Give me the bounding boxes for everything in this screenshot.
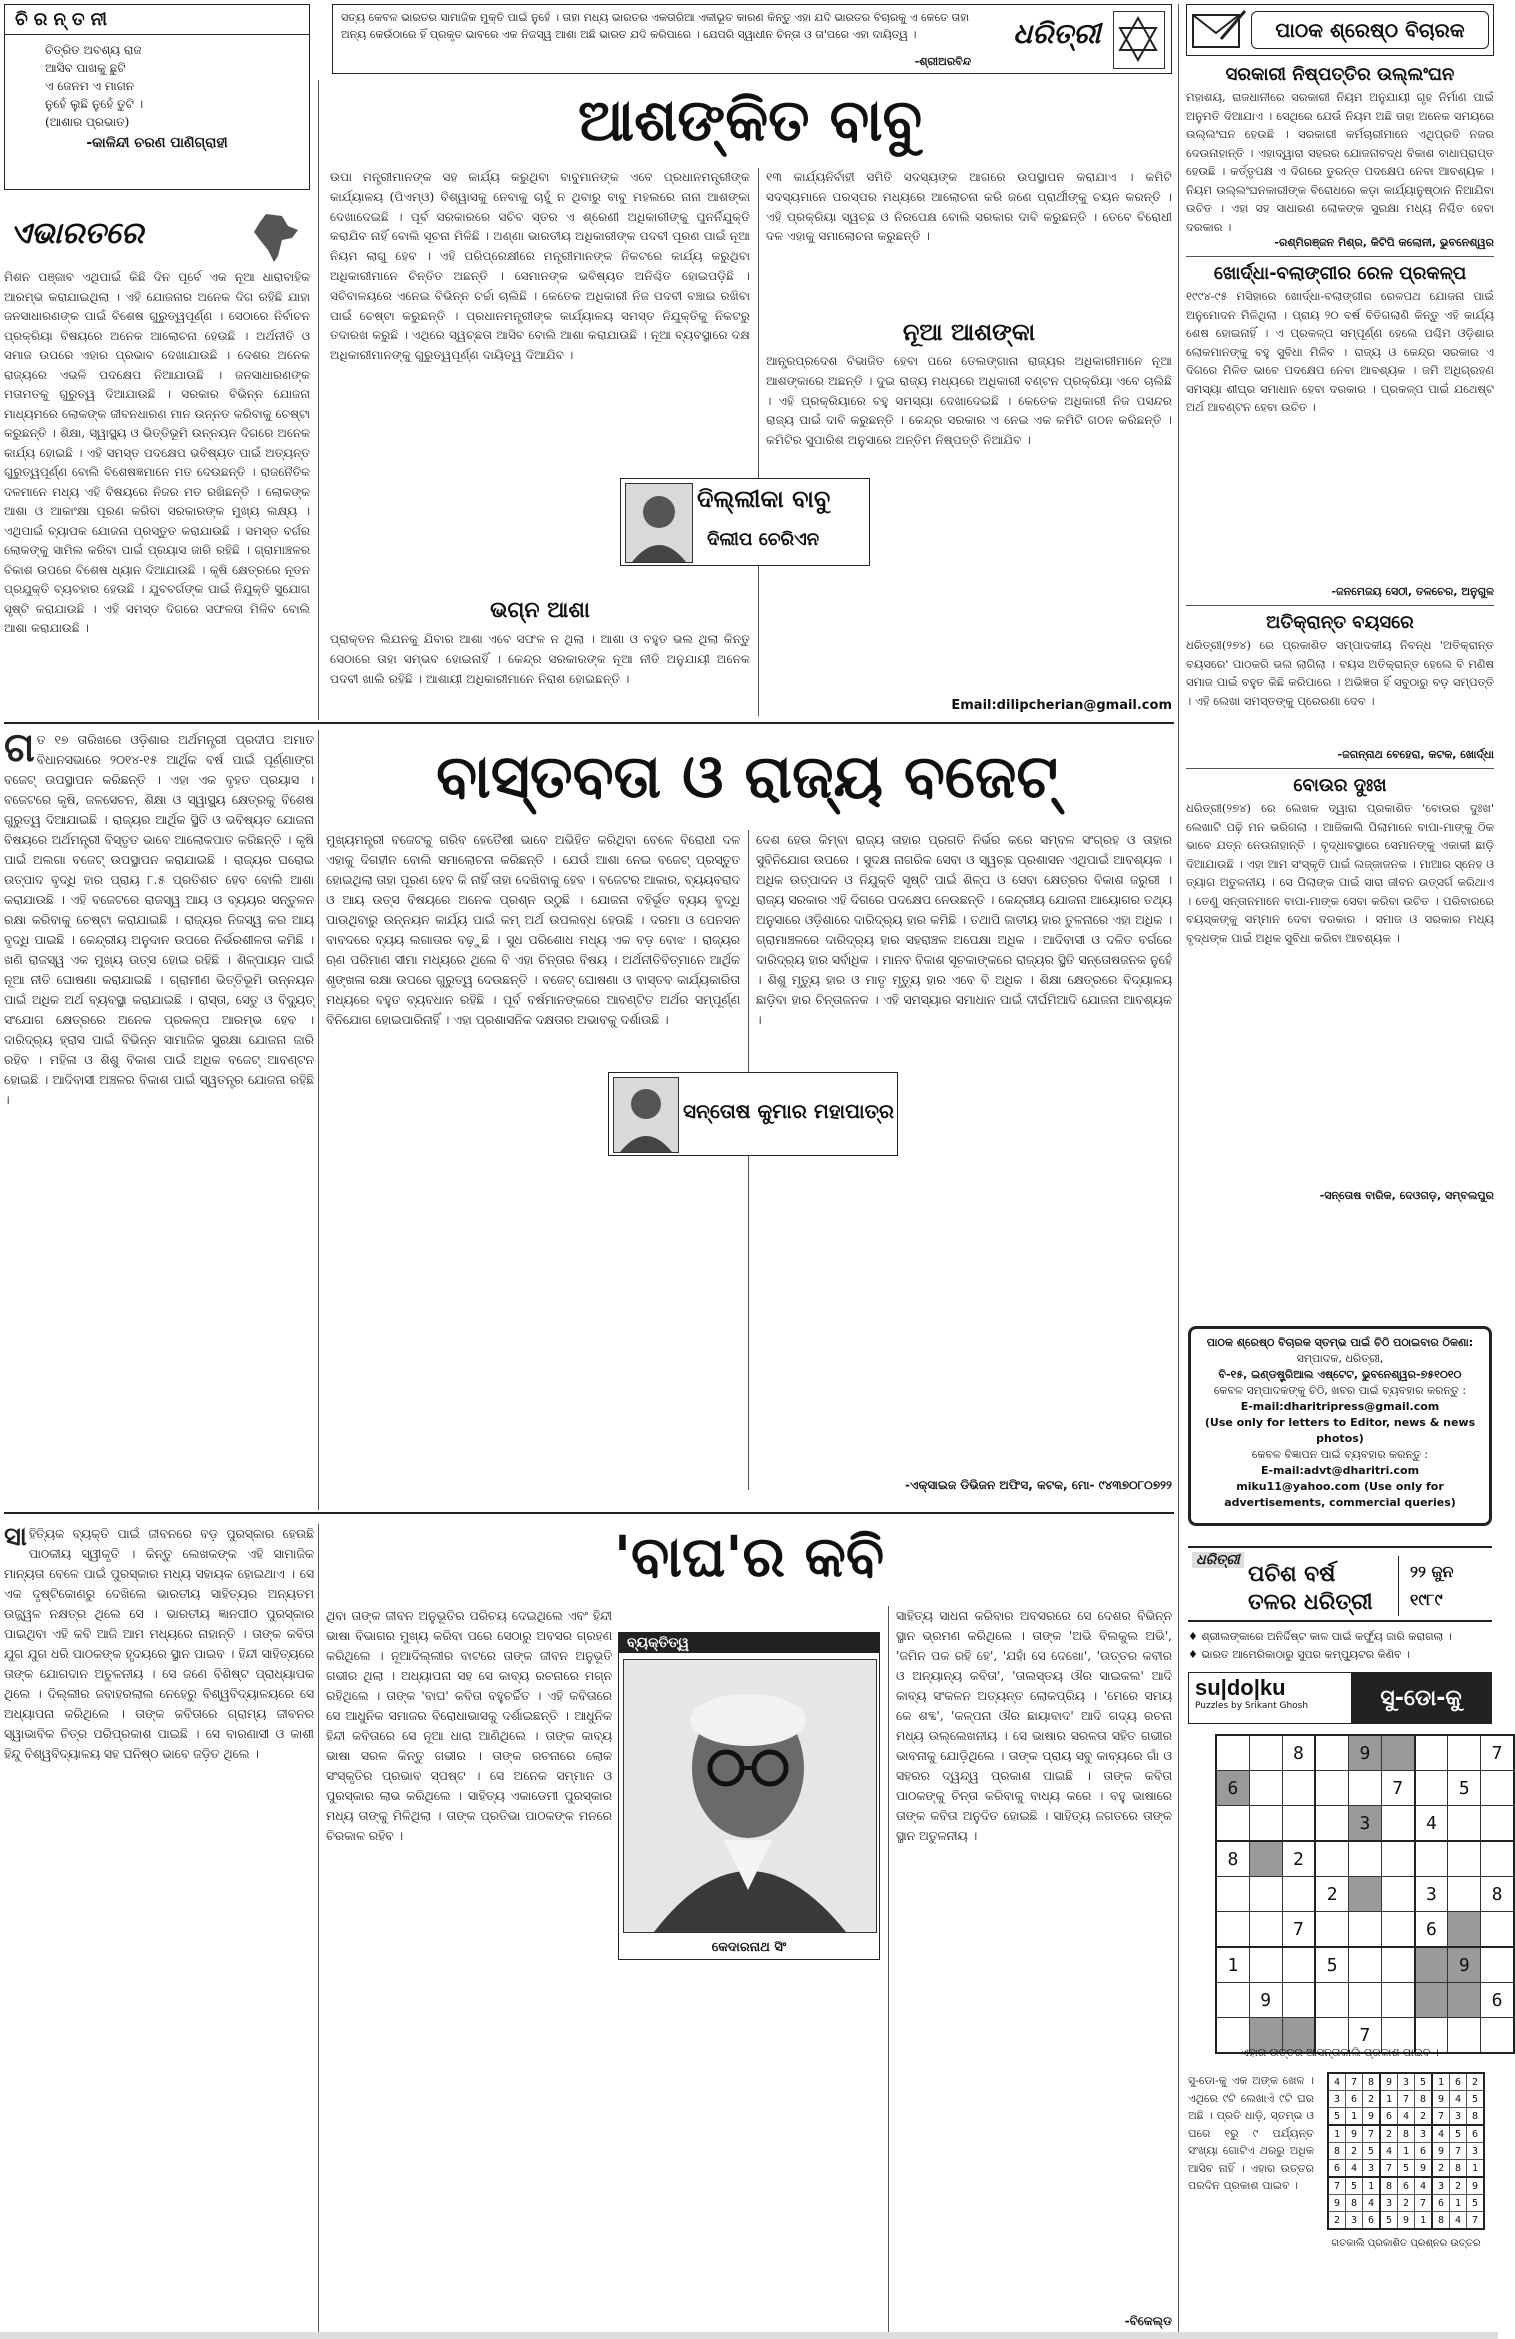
sudoku-solution-cell: 9 xyxy=(1398,2212,1415,2230)
sudoku-cell[interactable] xyxy=(1448,1983,1481,2018)
sudoku-solution-cell: 6 xyxy=(1398,2177,1415,2195)
sudoku-cell[interactable]: 7 xyxy=(1381,1771,1414,1806)
sudoku-solution-cell: 9 xyxy=(1467,2177,1485,2195)
kedarnath-singh-photo xyxy=(623,1659,877,1933)
sudoku-solution-cell: 5 xyxy=(1467,2195,1485,2212)
lead-headline: ଆଶଙ୍କିତ ବାବୁ xyxy=(577,86,923,154)
poet-photo-box xyxy=(618,1632,880,1960)
sudoku-cell[interactable] xyxy=(1481,1841,1514,1877)
sudoku-solution-cell: 1 xyxy=(1398,2143,1415,2160)
letter-3-sign: -ଜଗନ୍ନାଥ ବେହେରା, କଟକ, ଖୋର୍ଦ୍ଧା xyxy=(1337,748,1494,761)
sudoku-solution-cell: 2 xyxy=(1398,2195,1415,2212)
contact-addr-3: କେବଳ ସମ୍ପାଦକଙ୍କୁ ଚିଠି, ଖବର ପାଇଁ ବ୍ୟବହାର କରନ୍ତୁ : xyxy=(1213,1384,1467,1397)
contact-email-1[interactable]: E-mail:dharitripress@gmail.com xyxy=(1240,1400,1440,1413)
sudoku-cell[interactable] xyxy=(1349,1912,1382,1948)
sudoku-solution-cell: 5 xyxy=(1363,2143,1381,2160)
sudoku-grid[interactable] xyxy=(1215,1734,1515,2054)
sudoku-solution-cell: 1 xyxy=(1328,2125,1346,2143)
lead-col-1b xyxy=(330,630,750,716)
sudoku-solution-row xyxy=(1328,2073,1484,2091)
sudoku-solution-cell: 2 xyxy=(1467,2073,1485,2091)
sudoku-rules-text: ସୁ-ଡୋ-କୁ ଏକ ଅଙ୍କ ଖେଳ । ଏଥିରେ ୯ଟି ଲେଖାଏଁ ୯ଟି ଘର ଅଛି । ପ୍ରତି ଧାଡ଼ି, ସ୍ତମ୍ଭ ଓ ଘରେ ୧ରୁ ୯ ପର୍ଯ୍ୟନ୍ତ ସଂଖ୍ୟା ଗୋଟିଏ ଥରରୁ ଅଧିକ ଆସିବ ନାହିଁ । ଏହାର ଉତ୍ତର ପରଦିନ ପ୍ରକାଶ ପାଇବ । xyxy=(1188,2074,1314,2192)
sudoku-cell[interactable] xyxy=(1315,1735,1348,1771)
sudoku-cell[interactable] xyxy=(1249,1841,1282,1877)
sudoku-cell[interactable]: 4 xyxy=(1415,1806,1448,1842)
budget-body-1: ତ ୧୭ ତାରିଖରେ ଓଡ଼ିଶାର ଅର୍ଥମନ୍ତ୍ରୀ ପ୍ରଦୀପ ଅମାତ ବିଧାନସଭାରେ ୨୦୧୪-୧୫ ଆର୍ଥିକ ବର୍ଷ ପାଇଁ ପୂର୍ଣ୍ଣାଙ୍ଗ ବଜେଟ୍ ଉପସ୍ଥାପନ କରିଛନ୍ତି । ଏହା ଏକ ବୃହତ ପ୍ରୟାସ । ବଜେଟରେ କୃଷି, ଜଳସେଚନ, ଶିକ୍ଷା ଓ ସ୍ୱାସ୍ଥ୍ୟ କ୍ଷେତ୍ରକୁ ବିଶେଷ ଗୁରୁତ୍ୱ ଦିଆଯାଇଛି । ରାଜ୍ୟର ଆର୍ଥିକ ସ୍ଥିତି ଓ ଭବିଷ୍ୟତ ଯୋଜନା ବିଷୟରେ ଅର୍ଥମନ୍ତ୍ରୀ ବିସ୍ତୃତ ଭାବେ ଆଲୋକପାତ କରିଛନ୍ତି । କୃଷି ପାଇଁ ଅଲଗା ବଜେଟ୍ ଉପସ୍ଥାପନ କରାଯାଇଛି । ରାଜ୍ୟର ଘରୋଇ ଉତ୍ପାଦ ବୃଦ୍ଧି ହାର ପ୍ରାୟ ୮.୫ ପ୍ରତିଶତ ହେବ ବୋଲି ଆଶା କରାଯାଉଛି । ଏହି ବଜେଟରେ ରାଜସ୍ୱ ଆୟ ଓ ବ୍ୟୟର ସନ୍ତୁଳନ ରକ୍ଷା କରିବାକୁ ଚେଷ୍ଟା କରାଯାଇଛି । ରାଜ୍ୟର ନିଜସ୍ୱ କର ଆୟ ବୃଦ୍ଧି ପାଇଛି । କେନ୍ଦ୍ରୀୟ ଅନୁଦାନ ଉପରେ ନିର୍ଭରଶୀଳତା କମିଛି । ଖଣି ରାଜସ୍ୱ ଏକ ମୁଖ୍ୟ ଉତ୍ସ ହୋଇ ରହିଛି । ଶିଳ୍ପାୟନ ପାଇଁ ନୂଆ ନୀତି ଘୋଷଣା କରାଯାଇଛି । ଗ୍ରାମୀଣ ଭିତ୍ତିଭୂମି ଉନ୍ନୟନ ପାଇଁ ଅଧିକ ଅର୍ଥ ବ୍ୟବସ୍ଥା କରାଯାଇଛି । ରାସ୍ତା, ସେତୁ ଓ ବିଦ୍ୟୁତ୍ ସଂଯୋଗ କ୍ଷେତ୍ରରେ ଅନେକ ପ୍ରକଳ୍ପ ଆରମ୍ଭ ହେବ । ଦାରିଦ୍ର୍ୟ ହ୍ରାସ ପାଇଁ ବିଭିନ୍ନ ସାମାଜିକ ସୁରକ୍ଷା ଯୋଜନା ଜାରି ରହିବ । ମହିଳା ଓ ଶିଶୁ ବିକାଶ ପାଇଁ ଅଧିକ ବଜେଟ୍ ଆବଣ୍ଟନ ହୋଇଛି । ଆଦିବାସୀ ଅଞ୍ଚଳର ବିକାଶ ପାଇଁ ସ୍ୱତନ୍ତ୍ର ଯୋଜନା ରହିଛି । xyxy=(4,733,314,1107)
sudoku-solution-cell: 4 xyxy=(1450,2091,1467,2108)
sudoku-cell[interactable]: 5 xyxy=(1448,1771,1481,1806)
sudoku-solution-cell: 4 xyxy=(1346,2160,1363,2178)
sudoku-solution-cell: 7 xyxy=(1346,2073,1363,2091)
sudoku-cell[interactable] xyxy=(1415,1735,1448,1771)
sudoku-row xyxy=(1216,1983,1514,2018)
sudoku-solution-row xyxy=(1328,2091,1484,2108)
letter-1-sign: -ରଶ୍ମିରଞ୍ଜନ ମିଶ୍ର, କିଟିପି କଲୋନୀ, ଭୁବନେଶ୍ୱର xyxy=(1274,236,1494,249)
lead-col-2b xyxy=(766,352,1172,692)
letter-1-body-box xyxy=(1186,88,1494,234)
lead-body-1: ଉପା ମନ୍ତ୍ରୀମାନଙ୍କ ସହ କାର୍ଯ୍ୟ କରୁଥିବା ବାବୁମାନଙ୍କ ଏବେ ପ୍ରଧାନମନ୍ତ୍ରୀଙ୍କ କାର୍ଯ୍ୟାଳୟ (ପିଏମ୍ଓ) ବିଶ୍ୱାସକୁ ନେବାକୁ ଚାହୁଁ ନ ଥିବାରୁ ବାବୁ ମହଲରେ ନାନା ଆଶଙ୍କା ଦେଖାଦେଇଛି । ପୂର୍ବ ସରକାରରେ ସଚିବ ସ୍ତର ଏ ଶ୍ରେଣୀ ଅଧିକାରୀଙ୍କୁ ପୁନର୍ନିଯୁକ୍ତି କରାଯିବ ନାହିଁ ବୋଲି ସୂଚନା ମିଳିଛି । ଅଣ୍ଣା ଭାରତୀୟ ଅଧିକାରୀଙ୍କ ପଦବୀ ପୂରଣ ପାଇଁ ନୂଆ ନିୟମ ଲାଗୁ ହେବ । ଏହି ପରିପ୍ରେକ୍ଷୀରେ ମନ୍ତ୍ରୀମାନଙ୍କ ନିକଟରେ କାର୍ଯ୍ୟ କରୁଥିବା ଅଧିକାରୀମାନେ ଚିନ୍ତିତ ଅଛନ୍ତି । ସେମାନଙ୍କ ଭବିଷ୍ୟତ ଅନିଶ୍ଚିତ ହୋଇପଡ଼ିଛି । ସଚିବାଳୟରେ ଏନେଇ ବିଭିନ୍ନ ଚର୍ଚ୍ଚା ଚାଲିଛି । କେତେକ ଅଧିକାରୀ ନିଜ ପଦବୀ ବଞ୍ଚାଇ ରଖିବା ପାଇଁ ଚେଷ୍ଟା କରୁଛନ୍ତି । ପ୍ରଧାନମନ୍ତ୍ରୀଙ୍କ କାର୍ଯ୍ୟାଳୟ ସମସ୍ତ ନିଯୁକ୍ତିକୁ ନିକଟରୁ ତଦାରଖ କରୁଛି । ଏଥିରେ ସ୍ୱଚ୍ଛତା ଆସିବ ବୋଲି ଆଶା କରାଯାଉଛି । ନୂଆ ବ୍ୟବସ୍ଥାରେ ଦକ୍ଷ ଅଧିକାରୀମାନଙ୍କୁ ଗୁରୁତ୍ୱପୂର୍ଣ୍ଣ ଦାୟିତ୍ୱ ଦିଆଯିବ । xyxy=(330,170,750,363)
budget-headline: ବାସ୍ତବତା ଓ ରାଜ୍ୟ ବଜେଟ୍ xyxy=(436,742,1058,812)
poet-col-1 xyxy=(4,1524,314,2334)
byline-column-name: ଦିଲ୍ଲୀକା ବାବୁ xyxy=(697,485,831,513)
divider xyxy=(318,80,319,720)
drop-cap: ଗ xyxy=(4,724,35,771)
sub1-body: ଆନ୍ଧ୍ରପ୍ରଦେଶ ବିଭାଜିତ ହେବା ପରେ ତେଲଙ୍ଗାନା ରାଜ୍ୟର ଅଧିକାରୀମାନେ ନୂଆ ଆଶଙ୍କାରେ ଅଛନ୍ତି । ଦୁଇ ରାଜ୍ୟ ମଧ୍ୟରେ ଅଧିକାରୀ ବଣ୍ଟନ ପ୍ରକ୍ରିୟା ଏବେ ଚାଲିଛି । ଏହି ପ୍ରକ୍ରିୟାରେ ବହୁ ସମସ୍ୟା ଦେଖାଦେଇଛି । କେତେକ ଅଧିକାରୀ ନିଜ ପସନ୍ଦର ରାଜ୍ୟ ପାଇଁ ଦାବି କରୁଛନ୍ତି । କେନ୍ଦ୍ର ସରକାର ଏ ନେଇ ଏକ କମିଟି ଗଠନ କରିଛନ୍ତି । କମିଟିର ସୁପାରିଶ ଅନୁସାରେ ଅନ୍ତିମ ନିଷ୍ପତ୍ତି ନିଆଯିବ । xyxy=(766,354,1172,448)
poet-body-3: ସାହିତ୍ୟ ସାଧନା କରିବାର ଅବସରରେ ସେ ଦେଶର ବିଭିନ୍ନ ସ୍ଥାନ ଭ୍ରମଣ କରିଥିଲେ । ତାଙ୍କ 'ଅଭି ବିଲକୁଲ ଅଭି', 'ଜମିନ ପକ ରହି ହେ', 'ଯହାଁ ସେ ଦେଖୋ', 'ଉତ୍ତର କବୀର ଓ ଅନ୍ୟାନ୍ୟ କବିତା', 'ତାଲସ୍ତୟ ଔର ସାଇକଲ' ଆଦି କାବ୍ୟ ସଂକଳନ ଅତ୍ୟନ୍ତ ଲୋକପ୍ରିୟ । 'ମେରେ ସମୟ କେ ଶବ୍ଦ', 'କଳ୍ପନା ଔର ଛାୟାବାଦ' ଆଦି ଗଦ୍ୟ ରଚନା ମଧ୍ୟ ଉଲ୍ଲେଖନୀୟ । ସେ ଭାଷାର ସରଳତା ସହିତ ଗଭୀର ଭାବନାକୁ ଯୋଡ଼ିଥିଲେ । ତାଙ୍କ ପ୍ରାୟ ସବୁ କାବ୍ୟରେ ଗାଁ ଓ ସହରର ଦ୍ୱନ୍ଦ୍ୱ ପ୍ରକାଶ ପାଇଛି । ତାଙ୍କ କବିତା ପାଠକଙ୍କୁ ଚିନ୍ତା କରିବାକୁ ବାଧ୍ୟ କରେ । ବହୁ ଭାଷାରେ ତାଙ୍କ କବିତା ଅନୁଦିତ ହୋଇଛି । ସାହିତ୍ୟ ଜଗତରେ ତାଙ୍କ ସ୍ଥାନ ଅତୁଳନୀୟ । xyxy=(896,1609,1172,1843)
star-emblem-icon xyxy=(1113,11,1165,69)
sudoku-cell[interactable]: 8 xyxy=(1481,1877,1514,1912)
sudoku-solution-cell: 3 xyxy=(1346,2212,1363,2230)
sudoku-solution-cell: 2 xyxy=(1328,2212,1346,2230)
santosh-mahapatra-photo xyxy=(613,1077,679,1153)
anniversary-date: ୨୨ ଜୁନ xyxy=(1410,1562,1454,1581)
dharitri-logo: ଧରିତ୍ରୀ xyxy=(1013,17,1101,50)
sudoku-row xyxy=(1216,1877,1514,1912)
crop-strip xyxy=(0,2332,1498,2339)
sudoku-solution-cell: 4 xyxy=(1398,2108,1415,2126)
sudoku-solution-cell: 3 xyxy=(1380,2195,1398,2212)
poet-headline: 'ବାଘ'ର କବି xyxy=(613,1525,885,1590)
anniversary-year: ୧୯୮୯ xyxy=(1410,1590,1443,1609)
letter-4-sign: -ସନ୍ତୋଷ ବାରିକ, ଦେଓଗଡ଼, ସମ୍ବଲପୁର xyxy=(1319,1189,1494,1202)
sudoku-cell[interactable]: 8 xyxy=(1216,1841,1249,1877)
sudoku-cell[interactable] xyxy=(1415,1771,1448,1806)
anniversary-line-2: ତଳର ଧରିତ୍ରୀ xyxy=(1248,1590,1373,1615)
letter-4-body-box xyxy=(1186,799,1494,1189)
sudoku-row xyxy=(1216,1806,1514,1842)
sudoku-title: ସୁ-ଡୋ-କୁ xyxy=(1351,1673,1491,1723)
sudoku-row xyxy=(1216,1771,1514,1806)
sudoku-solution-cell: 6 xyxy=(1363,2212,1381,2230)
poet-body-1: ହିତ୍ୟିକ ବ୍ୟକ୍ତି ପାଇଁ ଜୀବନରେ ବଡ଼ ପୁରସ୍କାର ହେଉଛି ପାଠକୀୟ ସ୍ୱୀକୃତି । କିନ୍ତୁ ଲେଖକଙ୍କ ଏହି ସାମାଜିକ ମାନ୍ୟତା ବେଳେ ପାଇଁ ପୁରସ୍କାର ମଧ୍ୟ ସହାୟକ ହୋଇଥାଏ । ସେ ଏକ ଦୃଷ୍ଟିକୋଣରୁ ଦେଖିଲେ ଭାରତୀୟ ସାହିତ୍ୟର ଅନ୍ୟତମ ଉଜ୍ଜ୍ୱଳ ନକ୍ଷତ୍ର ଥିଲେ ସେ । ଭାରତୀୟ ଜ୍ଞାନପୀଠ ପୁରସ୍କାର ପାଇଥିବା ଏହି କବି ଆଜି ଆମ ମଧ୍ୟରେ ନାହାନ୍ତି । ତାଙ୍କ କବିତା ଯୁଗ ଯୁଗ ଧରି ପାଠକଙ୍କ ହୃଦୟରେ ସ୍ଥାନ ପାଇବ । ହିନ୍ଦୀ ସାହିତ୍ୟରେ ତାଙ୍କ ଯୋଗଦାନ ଅତୁଳନୀୟ । ସେ ଜଣେ ବିଶିଷ୍ଟ ପ୍ରାଧ୍ୟାପକ ଥିଲେ । ଦିଲ୍ଲୀର ଜବାହରଲାଲ ନେହେରୁ ବିଶ୍ୱବିଦ୍ୟାଳୟରେ ସେ ଅଧ୍ୟାପନା କରିଥିଲେ । ତାଙ୍କ କବିତାରେ ଗ୍ରାମ୍ୟ ଜୀବନର ସ୍ୱାଭାବିକ ଚିତ୍ର ପରିପ୍ରକାଶ ପାଇଛି । ସେ ବାରଣାସୀ ଓ କାଶୀ ହିନ୍ଦୁ ବିଶ୍ୱବିଦ୍ୟାଳୟ ସହ ଘନିଷ୍ଠ ଭାବେ ଜଡ଼ିତ ଥିଲେ । xyxy=(4,1527,314,1761)
divider xyxy=(318,1524,319,2334)
sudoku-cell[interactable] xyxy=(1349,1877,1382,1912)
letter-4-title: ବୋଉର ଦୁଃଖ xyxy=(1186,768,1494,799)
poet-col-2 xyxy=(326,1606,612,2334)
letters-column xyxy=(1186,62,1494,1320)
chirantani-poem: ଚିତ୍ରିତ ଅବଶ୍ୟ ରାଜ ଆସିବ ପାଖକୁ ଛୁଟି ଏ ଜେନମ ଏ ମାଗନ ନୁହେଁ ଲୁଛି ନୁହେଁ ତୁଟି । (ଆଶାର ପ୍ରଭାତ) xyxy=(45,43,144,129)
sudoku-cell[interactable] xyxy=(1249,1735,1282,1771)
budget-col-1 xyxy=(4,724,314,1510)
sudoku-cell[interactable]: 9 xyxy=(1448,1947,1481,1983)
contact-addr-1: ସମ୍ପାଦକ, ଧରିତ୍ରୀ, xyxy=(1296,1352,1384,1365)
letter-3-title: ଅତିକ୍ରାନ୍ତ ବୟସରେ xyxy=(1186,605,1494,636)
sudoku-solution-grid xyxy=(1327,2072,1485,2230)
india-map-icon xyxy=(248,210,302,268)
letter-3-body: ଧରିତ୍ରୀ(୨୭୪) ରେ ପ୍ରକାଶିତ ସମ୍ପାଦକୀୟ ନିବନ୍ଧ 'ଅତିକ୍ରାନ୍ତ ବୟସରେ' ପାଠକରି ଭଲ ଲାଗିଲା । ବୟସ ଅତିକ୍ରାନ୍ତ ହେଲେ ବି ମଣିଷ ସମାଜ ପାଇଁ ବହୁତ କିଛି କରିପାରେ । ଅଭିଜ୍ଞତା ହିଁ ସବୁଠାରୁ ବଡ଼ ସମ୍ପତ୍ତି । ଏହି ଲେଖା ସମସ୍ତଙ୍କୁ ପ୍ରେରଣା ଦେବ । xyxy=(1186,638,1494,708)
sudoku-solution-cell: 9 xyxy=(1380,2073,1398,2091)
sudoku-solution-row xyxy=(1328,2108,1484,2126)
sudoku-solution-cell: 9 xyxy=(1415,2160,1433,2178)
sudoku-solution-cell: 6 xyxy=(1467,2125,1485,2143)
sudoku-cell[interactable] xyxy=(1282,1771,1315,1806)
sudoku-solution-cell: 3 xyxy=(1363,2160,1381,2178)
sudoku-solution-cell: 2 xyxy=(1346,2143,1363,2160)
sudoku-solution-cell: 8 xyxy=(1432,2212,1450,2230)
sudoku-solution-cell: 7 xyxy=(1380,2160,1398,2178)
sudoku-solution-cell: 9 xyxy=(1328,2195,1346,2212)
sudoku-solution-cell: 4 xyxy=(1380,2143,1398,2160)
sudoku-row xyxy=(1216,1912,1514,1948)
sudoku-cell[interactable] xyxy=(1481,1771,1514,1806)
sudoku-solution-cell: 2 xyxy=(1415,2108,1433,2126)
budget-body-3: ଦେଶ ହେଉ କିମ୍ବା ରାଜ୍ୟ ତାହାର ପ୍ରଗତି ନିର୍ଭର କରେ ସମ୍ବଳ ସଂଗ୍ରହ ଓ ତାହାର ସୁବିନିଯୋଗ ଉପରେ । ସୁଦକ୍ଷ ନାଗରିକ ସେବା ଓ ସ୍ୱଚ୍ଛ ପ୍ରଶାସନ ଏଥିପାଇଁ ଆବଶ୍ୟକ । ଅଧିକ ଉତ୍ପାଦନ ଓ ନିଯୁକ୍ତି ସୃଷ୍ଟି ପାଇଁ ଶିଳ୍ପ ଓ ସେବା କ୍ଷେତ୍ରର ବିକାଶ ଜରୁରୀ । ରାଜ୍ୟ ସରକାର ଏହି ଦିଗରେ ପଦକ୍ଷେପ ନେଉଛନ୍ତି । କେନ୍ଦ୍ରୀୟ ଯୋଜନା ଆୟୋଗର ତଥ୍ୟ ଅନୁସାରେ ଓଡ଼ିଶାରେ ଦାରିଦ୍ର୍ୟ ହାର କମିଛି । ତଥାପି ଜାତୀୟ ହାର ତୁଳନାରେ ଏହା ଅଧିକ । ଗ୍ରାମାଞ୍ଚଳରେ ଦାରିଦ୍ର୍ୟ ହାର ସହରାଞ୍ଚଳ ଅପେକ୍ଷା ଅଧିକ । ଆଦିବାସୀ ଓ ଦଳିତ ବର୍ଗରେ ଦାରିଦ୍ର୍ୟ ହାର ସର୍ବାଧିକ । ମାନବ ବିକାଶ ସୂଚକାଙ୍କରେ ରାଜ୍ୟର ସ୍ଥିତି ସନ୍ତୋଷଜନକ ନୁହେଁ । ଶିଶୁ ମୃତ୍ୟୁ ହାର ଓ ମାତୃ ମୃତ୍ୟୁ ହାର ଏବେ ବି ଅଧିକ । ଶିକ୍ଷା କ୍ଷେତ୍ରରେ ବିଦ୍ୟାଳୟ ଛାଡ଼ିବା ହାର ଚିନ୍ତାଜନକ । ଏହି ସମସ୍ୟାର ସମାଧାନ ପାଇଁ ଦୀର୍ଘମିଆଦି ଯୋଜନା ଆବଶ୍ୟକ । xyxy=(756,833,1172,1027)
sudoku-solution-cell: 7 xyxy=(1398,2091,1415,2108)
contact-box xyxy=(1188,1326,1492,1526)
sudoku-solution-cell: 4 xyxy=(1328,2073,1346,2091)
sudoku-solution-cell: 2 xyxy=(1363,2091,1381,2108)
sudoku-solution-cell: 5 xyxy=(1450,2125,1467,2143)
sudoku-cell[interactable] xyxy=(1448,1877,1481,1912)
sudoku-solution-cell: 5 xyxy=(1328,2108,1346,2126)
sudoku-solution-cell: 9 xyxy=(1363,2108,1381,2126)
letter-1-title: ସରକାରୀ ନିଷ୍ପତ୍ତିର ଉଲ୍ଲଂଘନ xyxy=(1225,64,1455,85)
sudoku-cell[interactable] xyxy=(1381,1806,1414,1842)
contact-email-3[interactable]: miku11@yahoo.com (Use only for xyxy=(1236,1480,1444,1493)
byline-author: ଦିଲୀପ ଚେରିଏନ xyxy=(707,529,820,550)
sudoku-solution-cell: 7 xyxy=(1467,2212,1485,2230)
sudoku-solution-cell: 8 xyxy=(1398,2125,1415,2143)
sudoku-solution-cell: 3 xyxy=(1415,2125,1433,2143)
reader-banner xyxy=(1186,4,1494,56)
sudoku-cell[interactable] xyxy=(1381,1947,1414,1983)
anniversary-item-2: ♦ ଭାରତ ଆମେରିକାଠାରୁ ସୁପର କମ୍ପ୍ୟୁଟର କିଣିବ । xyxy=(1188,1648,1410,1661)
sudoku-solution-cell: 2 xyxy=(1380,2125,1398,2143)
sudoku-solution-cell: 5 xyxy=(1398,2160,1415,2178)
divider xyxy=(4,1512,1174,1514)
anniversary-line-1: ପଚିଶ ବର୍ଷ xyxy=(1248,1562,1336,1587)
sudoku-cell[interactable] xyxy=(1448,1735,1481,1771)
divider xyxy=(758,168,759,716)
sudoku-solution-cell: 2 xyxy=(1432,2160,1450,2178)
sudoku-cell[interactable]: 9 xyxy=(1349,1735,1382,1771)
sudoku-cell[interactable] xyxy=(1349,1983,1382,2018)
sudoku-logo xyxy=(1189,1673,1351,1723)
sudoku-cell[interactable]: 7 xyxy=(1349,2018,1382,2054)
sudoku-solution-cell: 4 xyxy=(1432,2125,1450,2143)
sudoku-cell[interactable] xyxy=(1381,1735,1414,1771)
sudoku-cell[interactable] xyxy=(1249,1877,1282,1912)
sudoku-solution-cell: 1 xyxy=(1467,2160,1485,2178)
sudoku-solution-cell: 6 xyxy=(1432,2195,1450,2212)
budget-col-1-text xyxy=(4,724,314,1110)
sudoku-cell[interactable] xyxy=(1315,1806,1348,1842)
sudoku-cell[interactable]: 5 xyxy=(1315,1947,1348,1983)
sudoku-cell[interactable] xyxy=(1415,1947,1448,1983)
sudoku-cell[interactable] xyxy=(1315,1912,1348,1948)
sudoku-cell[interactable] xyxy=(1381,1912,1414,1948)
sudoku-solution-cell: 3 xyxy=(1450,2108,1467,2126)
sudoku-solution-wrap xyxy=(1322,2072,1490,2334)
lead-col-2 xyxy=(766,168,1172,318)
divider xyxy=(1178,4,1179,2334)
sudoku-solution-cell: 2 xyxy=(1450,2177,1467,2195)
sudoku-solution-cell: 1 xyxy=(1380,2091,1398,2108)
sudoku-solution-cell: 7 xyxy=(1450,2143,1467,2160)
sudoku-cell[interactable] xyxy=(1381,1841,1414,1877)
sudoku-cell[interactable]: 3 xyxy=(1415,1877,1448,1912)
sudoku-solution-cell: 8 xyxy=(1380,2177,1398,2195)
sudoku-solution-cell: 1 xyxy=(1450,2195,1467,2212)
divider xyxy=(318,730,319,1510)
contact-addr-2: ବି-୧୫, ଇଣ୍ଡଷ୍ଟ୍ରିଆଲ ଏଷ୍ଟେଟ, ଭୁବନେଶ୍ୱର-୭୫୧୦୧୦ xyxy=(1218,1368,1462,1381)
sudoku-cell[interactable] xyxy=(1448,1912,1481,1948)
anniversary-logo: ଧରିତ୍ରୀ xyxy=(1192,1552,1244,1568)
sudoku-solution-cell: 9 xyxy=(1346,2125,1363,2143)
sudoku-cell[interactable]: 7 xyxy=(1282,1912,1315,1948)
letter-4-body: ଧରିତ୍ରୀ(୨୭୪) ରେ ଲେଖକ ଦ୍ୱାରା ପ୍ରକାଶିତ 'ବୋଉର ଦୁଃଖ' ଲେଖାଟି ପଢ଼ି ମନ ଭରିଗଲା । ଆଜିକାଲି ପିଲାମାନେ ବାପା-ମାଙ୍କୁ ଠିକ ଭାବେ ଯତ୍ନ ନେଉନାହାନ୍ତି । ବୃଦ୍ଧାବସ୍ଥାରେ ସେମାନଙ୍କୁ ଏକାକୀ ଛାଡ଼ି ଦିଆଯାଉଛି । ଏହା ଆମ ସଂସ୍କୃତି ପାଇଁ ଲଜ୍ଜାଜନକ । ମାଆର ସ୍ନେହ ଓ ତ୍ୟାଗ ଅତୁଳନୀୟ । ସେ ପିଲାଙ୍କ ପାଇଁ ସାରା ଜୀବନ ଉତ୍ସର୍ଗ କରିଥାଏ । ତେଣୁ ସନ୍ତାନମାନେ ବାପା-ମାଙ୍କ ସେବା କରିବା ଉଚିତ । ପରିବାରରେ ବୟସ୍କଙ୍କୁ ସମ୍ମାନ ଦେବା ଦରକାର । ସମାଜ ଓ ସରକାର ମଧ୍ୟ ବୃଦ୍ଧଙ୍କ ପାଇଁ ଅଧିକ ସୁବିଧା କରିବା ଆବଶ୍ୟକ । xyxy=(1186,801,1494,945)
envelope-pen-icon xyxy=(1191,9,1247,51)
chirantani-box xyxy=(4,4,310,190)
sudoku-cell[interactable] xyxy=(1249,1771,1282,1806)
sub-heading-new-fear: ନୂଆ ଆଶଙ୍କା xyxy=(902,318,1036,346)
sudoku-solution-cell: 6 xyxy=(1380,2108,1398,2126)
sudoku-answer-note: ଏହାର ଉତ୍ତର ଆସନ୍ତାକାଲି ପ୍ରକାଶ ପାଇବ । xyxy=(1241,2046,1439,2059)
sudoku-cell[interactable] xyxy=(1315,1983,1348,2018)
ebharat-section xyxy=(4,206,310,718)
budget-byline-box xyxy=(608,1072,898,1156)
lead-body-2: ୧୩ କାର୍ଯ୍ୟନିର୍ବାହୀ ସମିତି ସଦସ୍ୟଙ୍କ ଆଗରେ ଉପସ୍ଥାପନ କରାଯାଏ । କମିଟି ସଦସ୍ୟମାନେ ପରସ୍ପର ମଧ୍ୟରେ ଆଲୋଚନା କରି ଜଣେ ପ୍ରାର୍ଥୀଙ୍କୁ ଚୟନ କରନ୍ତି । ଏହି ପ୍ରକ୍ରିୟା ସ୍ୱଚ୍ଛ ଓ ନିରପେକ୍ଷ ବୋଲି ସରକାର ଦାବି କରୁଛନ୍ତି । ତେବେ ବିରୋଧୀ ଦଳ ଏହାକୁ ସମାଲୋଚନା କରୁଛନ୍ତି । xyxy=(766,170,1172,244)
anniversary-item-2-text: ଭାରତ ଆମେରିକାଠାରୁ ସୁପର କମ୍ପ୍ୟୁଟର କିଣିବ । xyxy=(1201,1648,1410,1661)
sub-heading-broken-hope: ଭଗ୍ନ ଆଶା xyxy=(490,598,590,623)
sudoku-cell[interactable] xyxy=(1282,1983,1315,2018)
sudoku-cell[interactable] xyxy=(1448,1806,1481,1842)
sudoku-cell[interactable] xyxy=(1216,1983,1249,2018)
dilip-cherian-photo xyxy=(625,483,693,563)
sudoku-solution-cell: 6 xyxy=(1415,2143,1433,2160)
sudoku-solution-cell: 8 xyxy=(1328,2143,1346,2160)
letter-2-body-box xyxy=(1186,287,1494,583)
sudoku-cell[interactable] xyxy=(1249,1806,1282,1842)
sudoku-cell[interactable] xyxy=(1381,1983,1414,2018)
sudoku-cell[interactable]: 2 xyxy=(1282,1841,1315,1877)
sudoku-solution-cell: 5 xyxy=(1467,2091,1485,2108)
sudoku-cell[interactable] xyxy=(1349,1947,1382,1983)
divider xyxy=(4,722,1174,724)
sudoku-cell[interactable] xyxy=(1481,1806,1514,1842)
sudoku-cell[interactable]: 3 xyxy=(1349,1806,1382,1842)
chirantani-title: ଚିରନ୍ତନୀ xyxy=(5,5,309,35)
ebharat-logo xyxy=(4,206,310,268)
ebharat-logo-text: ଏଭାରତରେ xyxy=(10,216,144,251)
sudoku-header xyxy=(1188,1672,1492,1724)
letter-2-sign: -ଜନମେଜୟ ସେଠୀ, ତଳଚେର, ଅନୁଗୁଳ xyxy=(1331,585,1494,598)
sudoku-solution-cell: 1 xyxy=(1346,2108,1363,2126)
sudoku-cell[interactable] xyxy=(1216,1912,1249,1948)
sudoku-cell[interactable] xyxy=(1315,1771,1348,1806)
sudoku-cell[interactable] xyxy=(1415,1983,1448,2018)
sudoku-rules xyxy=(1188,2072,1314,2334)
sudoku-solution-cell: 1 xyxy=(1415,2212,1433,2230)
letter-2-body: ୧୯୯୪-୯୫ ମସିହାରେ ଖୋର୍ଦ୍ଧା-ବଲାଙ୍ଗୀର ରେଳପଥ ଯୋଜନା ପାଇଁ ଅନୁମୋଦନ ମିଳିଥିଲା । ପ୍ରାୟ ୨୦ ବର୍ଷ ବିତିଗଲାଣି କିନ୍ତୁ ଏହି କାର୍ଯ୍ୟ ଶେଷ ହୋଇନାହିଁ । ଏ ପ୍ରକଳ୍ପ ସମ୍ପୂର୍ଣ୍ଣ ହେଲେ ପଶ୍ଚିମ ଓଡ଼ିଶାର ଲୋକମାନଙ୍କୁ ବହୁ ସୁବିଧା ମିଳିବ । ରାଜ୍ୟ ଓ କେନ୍ଦ୍ର ସରକାର ଏ ଦିଗରେ ମିଳିତ ଭାବେ ପଦକ୍ଷେପ ନେବା ଆବଶ୍ୟକ । ଜମି ଅଧିଗ୍ରହଣ ସମସ୍ୟା ଶୀଘ୍ର ସମାଧାନ ହେବା ଦରକାର । ପ୍ରକଳ୍ପ ପାଇଁ ଯଥେଷ୍ଟ ଅର୍ଥ ଆବଣ୍ଟନ ହେବା ଉଚିତ । xyxy=(1186,289,1494,414)
sudoku-solution-cell: 7 xyxy=(1432,2108,1450,2126)
quote-text: ସତ୍ୟ କେବଳ ଭାରତର ସାମାଜିକ ମୁକ୍ତି ପାଇଁ ନୁହେଁ । ତାହା ମଧ୍ୟ ଭାରତର ଏକତାରିଆ ଏକୀଭୂତ କାରଣ କିନ୍ତୁ ଏହା ଯଦି ଭାରତର ବିଚାରକୁ ଏ କେତେ ତାହା ଅନ୍ୟ କେଉଁଠାରେ ହିଁ ପ୍ରକୃତ ଭାବରେ ଏକ ନିଜସ୍ୱ ଆଶା ଅଛି ଭାରତ ଯଦି କରିପାରେ । ଯେପରି ସ୍ୱାଧୀନ ଚିନ୍ତା ଓ ତା'ପରେ ଏହା ଦାୟିତ୍ୱ । xyxy=(341,11,970,41)
sudoku-cell[interactable] xyxy=(1448,1841,1481,1877)
sudoku-credit: Puzzles by Srikant Ghosh xyxy=(1195,1701,1309,1711)
sudoku-solution-cell: 9 xyxy=(1432,2091,1450,2108)
sudoku-cell[interactable] xyxy=(1481,1912,1514,1948)
contact-note-1: (Use only for letters to Editor, news & news photos) xyxy=(1204,1416,1476,1445)
divider xyxy=(748,830,749,1490)
budget-col-2 xyxy=(326,830,740,1490)
sudoku-cell[interactable] xyxy=(1249,1947,1282,1983)
sudoku-cell[interactable]: 6 xyxy=(1415,1912,1448,1948)
sudoku-solution-cell: 1 xyxy=(1363,2177,1381,2195)
divider xyxy=(1398,1556,1399,1616)
quote-author: -ଶ୍ରୀଅରବିନ୍ଦ xyxy=(914,55,971,68)
sudoku-solution-row xyxy=(1328,2177,1484,2195)
sudoku-solution-row xyxy=(1328,2125,1484,2143)
sudoku-solution-cell: 3 xyxy=(1398,2073,1415,2091)
anniversary-item-1: ♦ ଶ୍ରୀଲଙ୍କାରେ ଅନିର୍ଦ୍ଦିଷ୍ଟ କାଳ ପାଇଁ କର୍ଫ୍ୟୁ ଜାରି କରାଗଲା । xyxy=(1188,1630,1452,1643)
sudoku-grid-wrap xyxy=(1215,1734,1515,2046)
photo-caption-bottom: କେଦାରନାଥ ସିଂ xyxy=(711,1940,787,1955)
letter-1-body: ମହାଶୟ, ରାଜଧାନୀରେ ସରକାରୀ ନିୟମ ଅନୁଯାୟୀ ଗୃହ ନିର୍ମାଣ ପାଇଁ ଅନୁମତି ଦିଆଯାଏ । ସେଥିରେ ଯେଉଁ ନିୟମ ଅଛି ତାହା ଅନେକ ସମୟରେ ଉଲ୍ଲଂଘନ ହେଉଛି । ସରକାରୀ କର୍ମଚାରୀମାନେ ଏଥିପ୍ରତି ନଜର ଦେଉନାହାନ୍ତି । ଏହାଦ୍ୱାରା ସହରର ଯୋଜନାବଦ୍ଧ ବିକାଶ ବାଧାପ୍ରାପ୍ତ ହେଉଛି । କର୍ତ୍ତୃପକ୍ଷ ଏ ଦିଗରେ ତୁରନ୍ତ ପଦକ୍ଷେପ ନେବା ଆବଶ୍ୟକ । ନିୟମ ଉଲ୍ଲଂଘନକାରୀଙ୍କ ବିରୋଧରେ କଡ଼ା କାର୍ଯ୍ୟାନୁଷ୍ଠାନ ନିଆଯିବା ଉଚିତ । ଏହା ସହ ସାଧାରଣ ଲୋକଙ୍କ ସୁରକ୍ଷା ମଧ୍ୟ ନିଶ୍ଚିତ ହେବା ଦରକାର । xyxy=(1186,90,1494,234)
budget-footer: -ଏକ୍ସାଇଜ ଡିଭିଜନ ଅଫିସ, କଟକ, ମୋ- ୯୪୩୭୦୮୦୭୨୨ xyxy=(905,1478,1172,1492)
sudoku-logo-text: su|do|ku xyxy=(1195,1675,1286,1700)
ebharat-body: ମିଶନ ପଞ୍ଜାବ ଏଥିପାଇଁ କିଛି ଦିନ ପୂର୍ବେ ଏକ ନୂଆ ଧାରାବାହିକ ଆରମ୍ଭ କରାଯାଇଥିଲା । ଏହି ଯୋଜନାର ଅନେକ ଦିଗ ରହିଛି ଯାହା ଜନସାଧାରଣଙ୍କ ପାଇଁ ବିଶେଷ ଗୁରୁତ୍ୱପୂର୍ଣ୍ଣ । ସେଠାରେ ନିର୍ବାଚନ ପ୍ରକ୍ରିୟା ବିଷୟରେ ଅନେକ ଆଲୋଚନା ହେଉଛି । ଅର୍ଥନୀତି ଓ ସମାଜ ଉପରେ ଏହାର ପ୍ରଭାବ ଦେଖାଯାଉଛି । ଦେଶର ଅନେକ ରାଜ୍ୟରେ ଏଭଳି ପଦକ୍ଷେପ ନିଆଯାଉଛି । ଜନସାଧାରଣଙ୍କ ମତାମତକୁ ଗୁରୁତ୍ୱ ଦିଆଯାଉଛି । ସରକାର ବିଭିନ୍ନ ଯୋଜନା ମାଧ୍ୟମରେ ଲୋକଙ୍କ ଜୀବନଧାରଣ ମାନ ଉନ୍ନତ କରିବାକୁ ଚେଷ୍ଟା କରୁଛନ୍ତି । ଶିକ୍ଷା, ସ୍ୱାସ୍ଥ୍ୟ ଓ ଭିତ୍ତିଭୂମି ଉନ୍ନୟନ ଦିଗରେ ଅନେକ କାର୍ଯ୍ୟ ହୋଇଛି । ଏହି ସମସ୍ତ ପଦକ୍ଷେପ ଭବିଷ୍ୟତ ପାଇଁ ଅତ୍ୟନ୍ତ ଗୁରୁତ୍ୱପୂର୍ଣ୍ଣ ବୋଲି ବିଶେଷଜ୍ଞମାନେ ମତ ଦେଉଛନ୍ତି । ରାଜନୈତିକ ଦଳମାନେ ମଧ୍ୟ ଏହି ବିଷୟରେ ନିଜର ମତ ରଖିଛନ୍ତି । ଲୋକଙ୍କ ଆଶା ଓ ଆକାଂକ୍ଷା ପୂରଣ କରିବା ସରକାରଙ୍କ ମୁଖ୍ୟ ଲକ୍ଷ୍ୟ । ଏଥିପାଇଁ ବ୍ୟାପକ ଯୋଜନା ପ୍ରସ୍ତୁତ କରାଯାଉଛି । ସମସ୍ତ ବର୍ଗର ଲୋକଙ୍କୁ ସାମିଲ କରିବା ପାଇଁ ପ୍ରୟାସ ଜାରି ରହିଛି । ଗ୍ରାମାଞ୍ଚଳର ବିକାଶ ଉପରେ ବିଶେଷ ଧ୍ୟାନ ଦିଆଯାଉଛି । କୃଷି କ୍ଷେତ୍ରରେ ନୂତନ ପ୍ରଯୁକ୍ତି ବ୍ୟବହାର ହେଉଛି । ଯୁବବର୍ଗଙ୍କ ପାଇଁ ନିଯୁକ୍ତି ସୁଯୋଗ ସୃଷ୍ଟି କରାଯାଉଛି । ଏହି ସମସ୍ତ ଦିଗରେ ସଫଳତା ମିଳିବ ବୋଲି ଆଶା କରାଯାଉଛି । xyxy=(4,270,310,635)
quote-box xyxy=(332,4,1172,74)
sudoku-cell[interactable] xyxy=(1249,1912,1282,1948)
sudoku-cell[interactable] xyxy=(1282,1947,1315,1983)
sudoku-solution-row xyxy=(1328,2212,1484,2230)
sudoku-row xyxy=(1216,1841,1514,1877)
sudoku-solution-row xyxy=(1328,2195,1484,2212)
contact-intro: ପାଠକ ଶ୍ରେଷ୍ଠ ବିଚାରକ ସ୍ତମ୍ଭ ପାଇଁ ଚିଠି ପଠାଇବାର ଠିକଣା: xyxy=(1206,1336,1474,1349)
letter-2-title: ଖୋର୍ଦ୍ଧା-ବଲାଙ୍ଗୀର ରେଳ ପ୍ରକଳ୍ପ xyxy=(1186,256,1494,287)
sudoku-solution-cell: 5 xyxy=(1346,2177,1363,2195)
sudoku-solution-cell: 6 xyxy=(1450,2073,1467,2091)
sudoku-solution-cell: 8 xyxy=(1415,2091,1433,2108)
sudoku-cell[interactable]: 1 xyxy=(1216,1947,1249,1983)
chirantani-author: -କାଳିନ୍ଦୀ ଚରଣ ପାଣିଗ୍ରାହୀ xyxy=(86,135,228,151)
sudoku-solution-cell: 8 xyxy=(1467,2108,1485,2126)
sub2-body: ପ୍ରାକ୍ତନ ଲିଯନକୁ ଯିବାର ଆଶା ଏବେ ସଫଳ ନ ଥିଲା । ଆଶା ଓ ବହୁତ ଭଲ ଥିଲା କିନ୍ତୁ ସେଠାରେ ତାହା ସମ୍ଭବ ହୋଇନାହିଁ । କେନ୍ଦ୍ର ସରକାରଙ୍କ ନୂଆ ନୀତି ଅନୁଯାୟୀ ଅନେକ ପଦବୀ ଖାଲି ରହିଛି । ଆଶାୟୀ ଅଧିକାରୀମାନେ ନିରାଶ ହୋଇଛନ୍ତି । xyxy=(330,632,750,686)
sudoku-solution-cell: 6 xyxy=(1328,2160,1346,2178)
contact-note-2: advertisements, commercial queries) xyxy=(1224,1496,1456,1509)
sudoku-cell[interactable]: 6 xyxy=(1216,1771,1249,1806)
sudoku-solution-cell: 4 xyxy=(1415,2177,1433,2195)
letter-3-body-box xyxy=(1186,636,1494,746)
sudoku-solution-row xyxy=(1328,2143,1484,2160)
sudoku-solution-cell: 6 xyxy=(1346,2091,1363,2108)
contact-addr-4: କେବଳ ବିଜ୍ଞାପନ ପାଇଁ ବ୍ୟବହାର କରନ୍ତୁ : xyxy=(1251,1448,1429,1461)
sudoku-cell[interactable] xyxy=(1349,1771,1382,1806)
sudoku-cell[interactable] xyxy=(1415,1841,1448,1877)
sudoku-cell[interactable] xyxy=(1282,1806,1315,1842)
sudoku-solution-cell: 4 xyxy=(1363,2195,1381,2212)
sudoku-solution-cell: 8 xyxy=(1450,2160,1467,2178)
sudoku-solution-cell: 4 xyxy=(1450,2212,1467,2230)
poet-col-3 xyxy=(896,1606,1172,2306)
sudoku-cell[interactable]: 2 xyxy=(1315,1877,1348,1912)
sudoku-solution-cell: 5 xyxy=(1380,2212,1398,2230)
poet-footer: -ବିକେଲ୍ଡ xyxy=(1124,2314,1172,2328)
anniversary-box xyxy=(1188,1546,1492,1622)
sudoku-cell[interactable]: 9 xyxy=(1249,1983,1282,2018)
sudoku-cell[interactable]: 6 xyxy=(1481,1983,1514,2018)
sudoku-solution-cell: 8 xyxy=(1363,2073,1381,2091)
anniversary-items xyxy=(1188,1628,1492,1664)
sudoku-solution-cell: 7 xyxy=(1328,2177,1346,2195)
sudoku-solution-cell: 5 xyxy=(1415,2073,1433,2091)
anniversary-item-1-text: ଶ୍ରୀଲଙ୍କାରେ ଅନିର୍ଦ୍ଦିଷ୍ଟ କାଳ ପାଇଁ କର୍ଫ୍ୟୁ ଜାରି କରାଗଲା । xyxy=(1201,1630,1452,1643)
sudoku-cell[interactable] xyxy=(1481,1947,1514,1983)
sudoku-solution-cell: 1 xyxy=(1432,2073,1450,2091)
lead-email[interactable]: Email:dilipcherian@gmail.com xyxy=(951,698,1172,713)
divider xyxy=(888,1606,889,2334)
sudoku-cell[interactable]: 8 xyxy=(1282,1735,1315,1771)
drop-cap: ସା xyxy=(4,1522,27,1552)
sudoku-cell[interactable] xyxy=(1315,1841,1348,1877)
sudoku-solution-cell: 7 xyxy=(1363,2125,1381,2143)
sudoku-cell[interactable] xyxy=(1349,1841,1382,1877)
sudoku-cell[interactable] xyxy=(1216,1735,1249,1771)
reader-banner-title: ପାଠକ ଶ୍ରେଷ୍ଠ ବିଚାରକ xyxy=(1251,11,1489,49)
sudoku-solution-cell: 3 xyxy=(1432,2177,1450,2195)
sudoku-solution-cell: 3 xyxy=(1328,2091,1346,2108)
budget-body-2: ମୁଖ୍ୟମନ୍ତ୍ରୀ ବଜେଟକୁ ଗରିବ ହେତୈଷୀ ଭାବେ ଅଭିହିତ କରିଥିବା ବେଳେ ବିରୋଧୀ ଦଳ ଏହାକୁ ଦିଗହୀନ ବୋଲି ସମାଲୋଚନା କରିଛନ୍ତି । ଯେଉଁ ଆଶା ନେଇ ବଜେଟ୍ ପ୍ରସ୍ତୁତ ହୋଇଥିଲା ତାହା ପୂରଣ ହେବ କି ନାହିଁ ତାହା ଦେଖିବାକୁ ହେବ । ବଜେଟର ଆକାର, ବ୍ୟୟବରାଦ ଓ ଆୟ ଉତ୍ସ ବିଷୟରେ ଅନେକ ପ୍ରଶ୍ନ ଉଠୁଛି । ଯୋଜନା ବହିର୍ଭୂତ ବ୍ୟୟ ବୃଦ୍ଧି ପାଉଥିବାରୁ ଉନ୍ନୟନ କାର୍ଯ୍ୟ ପାଇଁ କମ୍ ଅର୍ଥ ଉପଲବ୍ଧ ହେଉଛି । ଦରମା ଓ ପେନସନ ବାବଦରେ ବ୍ୟୟ ଲଗାତାର ବଢ଼ୁଛି । ସୁଧ ପରିଶୋଧ ମଧ୍ୟ ଏକ ବଡ଼ ବୋଝ । ରାଜ୍ୟର ଋଣ ପରିମାଣ ସୀମା ମଧ୍ୟରେ ଥିଲେ ବି ଏହା ଚିନ୍ତାର ବିଷୟ । ଅର୍ଥନୀତିବିତ୍ମାନେ ଆର୍ଥିକ ଶୃଙ୍ଖଳା ରକ୍ଷା ଉପରେ ଗୁରୁତ୍ୱ ଦେଉଛନ୍ତି । ବଜେଟ୍ ଘୋଷଣା ଓ ବାସ୍ତବ କାର୍ଯ୍ୟକାରିତା ମଧ୍ୟରେ ବହୁତ ବ୍ୟବଧାନ ରହିଛି । ପୂର୍ବ ବର୍ଷମାନଙ୍କରେ ଆବଣ୍ଟିତ ଅର୍ଥର ସମ୍ପୂର୍ଣ୍ଣ ବିନିଯୋଗ ହୋଇପାରିନାହିଁ । ଏହା ପ୍ରଶାସନିକ ଦକ୍ଷତାର ଅଭାବକୁ ଦର୍ଶାଉଛି । xyxy=(326,833,740,1027)
sudoku-solution-cell: 9 xyxy=(1432,2143,1450,2160)
poet-body-2: ଥିବା ତାଙ୍କ ଜୀବନ ଅନୁଭୂତିର ପରିଚୟ ଦେଇଥିଲେ ଏବଂ ହିନ୍ଦୀ ଭାଷା ବିଭାଗର ମୁଖ୍ୟ କରିବା ପରେ ସେଠାରୁ ଅବସର ଗ୍ରହଣ କରିଥିଲେ । ନୂଆଦିଲ୍ଲୀର ବାଟରେ ତାଙ୍କ ଜୀବନ ଅନୁଭୂତି ଗଭୀର ଥିଲା । ଅଧ୍ୟାପନା ସହ ସେ କାବ୍ୟ ରଚନାରେ ମଗ୍ନ ରହିଥିଲେ । ତାଙ୍କ 'ବାଘ' କବିତା ବହୁଚର୍ଚ୍ଚିତ । ଏହି କବିତାରେ ସେ ଆଧୁନିକ ସମାଜର ବିରୋଧାଭାସକୁ ଦର୍ଶାଇଛନ୍ତି । ଆଧୁନିକ ହିନ୍ଦୀ କବିତାରେ ସେ ନୂଆ ଧାରା ଆଣିଥିଲେ । ତାଙ୍କ କାବ୍ୟ ଭାଷା ସରଳ କିନ୍ତୁ ଗଭୀର । ତାଙ୍କ ରଚନାରେ ଲୋକ ସଂସ୍କୃତିର ପ୍ରଭାବ ସ୍ପଷ୍ଟ । ସେ ଅନେକ ସମ୍ମାନ ଓ ପୁରସ୍କାର ଲାଭ କରିଥିଲେ । ସାହିତ୍ୟ ଏକାଡେମୀ ପୁରସ୍କାର ମଧ୍ୟ ତାଙ୍କୁ ମିଳିଥିଲା । ତାଙ୍କ ପ୍ରତିଭା ପାଠକଙ୍କ ମନରେ ଚିରକାଳ ରହିବ । xyxy=(326,1609,612,1843)
sudoku-cell[interactable] xyxy=(1216,1877,1249,1912)
sudoku-solution-cell: 7 xyxy=(1415,2195,1433,2212)
sudoku-solution-caption: ଗତକାଲି ପ୍ରକାଶିତ ପ୍ରଶ୍ନର ଉତ୍ତର xyxy=(1331,2238,1481,2249)
sudoku-row xyxy=(1216,1947,1514,1983)
sudoku-cell[interactable]: 7 xyxy=(1481,1735,1514,1771)
sudoku-solution-row xyxy=(1328,2160,1484,2178)
budget-byline: ସନ୍ତୋଷ କୁମାର ମହାପାତ୍ର xyxy=(683,1099,895,1123)
sudoku-cell[interactable] xyxy=(1381,1877,1414,1912)
sudoku-row xyxy=(1216,1735,1514,1771)
sudoku-cell[interactable] xyxy=(1282,1877,1315,1912)
sudoku-solution-cell: 3 xyxy=(1467,2143,1485,2160)
sudoku-cell[interactable] xyxy=(1216,1806,1249,1842)
poet-col-1-text xyxy=(4,1524,314,1764)
contact-email-2[interactable]: E-mail:advt@dharitri.com xyxy=(1260,1464,1420,1477)
sudoku-solution-cell: 8 xyxy=(1346,2195,1363,2212)
photo-caption-top: ବ୍ୟକ୍ତିତ୍ୱ xyxy=(619,1633,879,1653)
